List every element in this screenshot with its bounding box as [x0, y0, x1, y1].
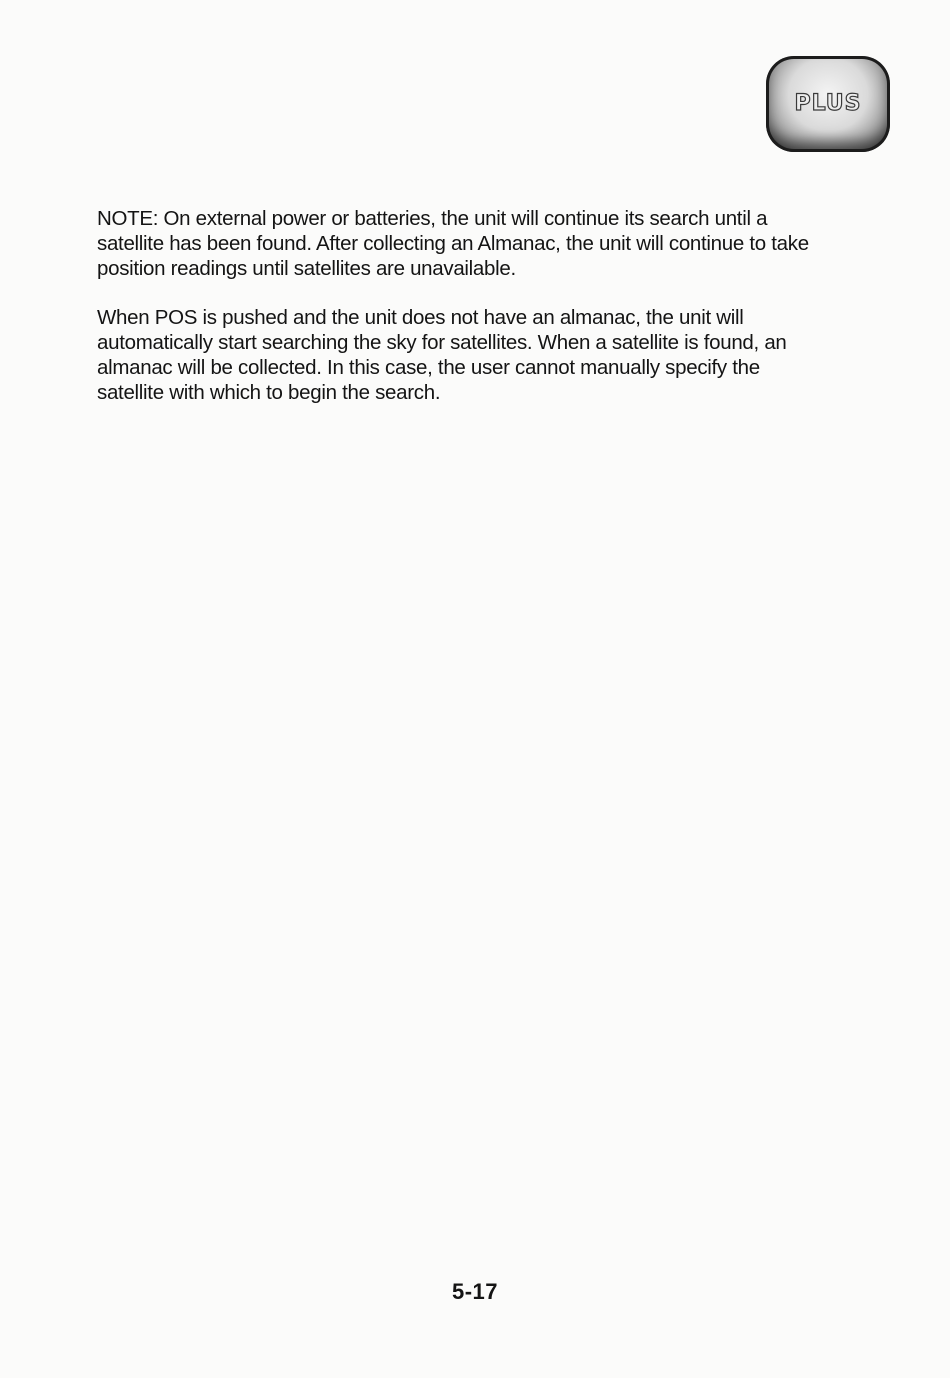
page-number: 5-17 [451, 1279, 499, 1304]
note-paragraph: NOTE: On external power or batteries, the unit will continue its search until a satellite has been found. After collecting an Almanac, the unit will continue to take position readings until satellites are unavailable. [97, 207, 809, 280]
pos-paragraph: When POS is pushed and the unit does not have an almanac, the unit will automatically start searching the sky for satellites. When a satellite is found, an almanac will be collected. In this case, the user cannot manually specify the satellite with which to begin the search. [97, 306, 787, 404]
plus-badge [766, 56, 890, 152]
body-text [97, 206, 827, 405]
plus-badge-label: PLUS [794, 90, 862, 116]
